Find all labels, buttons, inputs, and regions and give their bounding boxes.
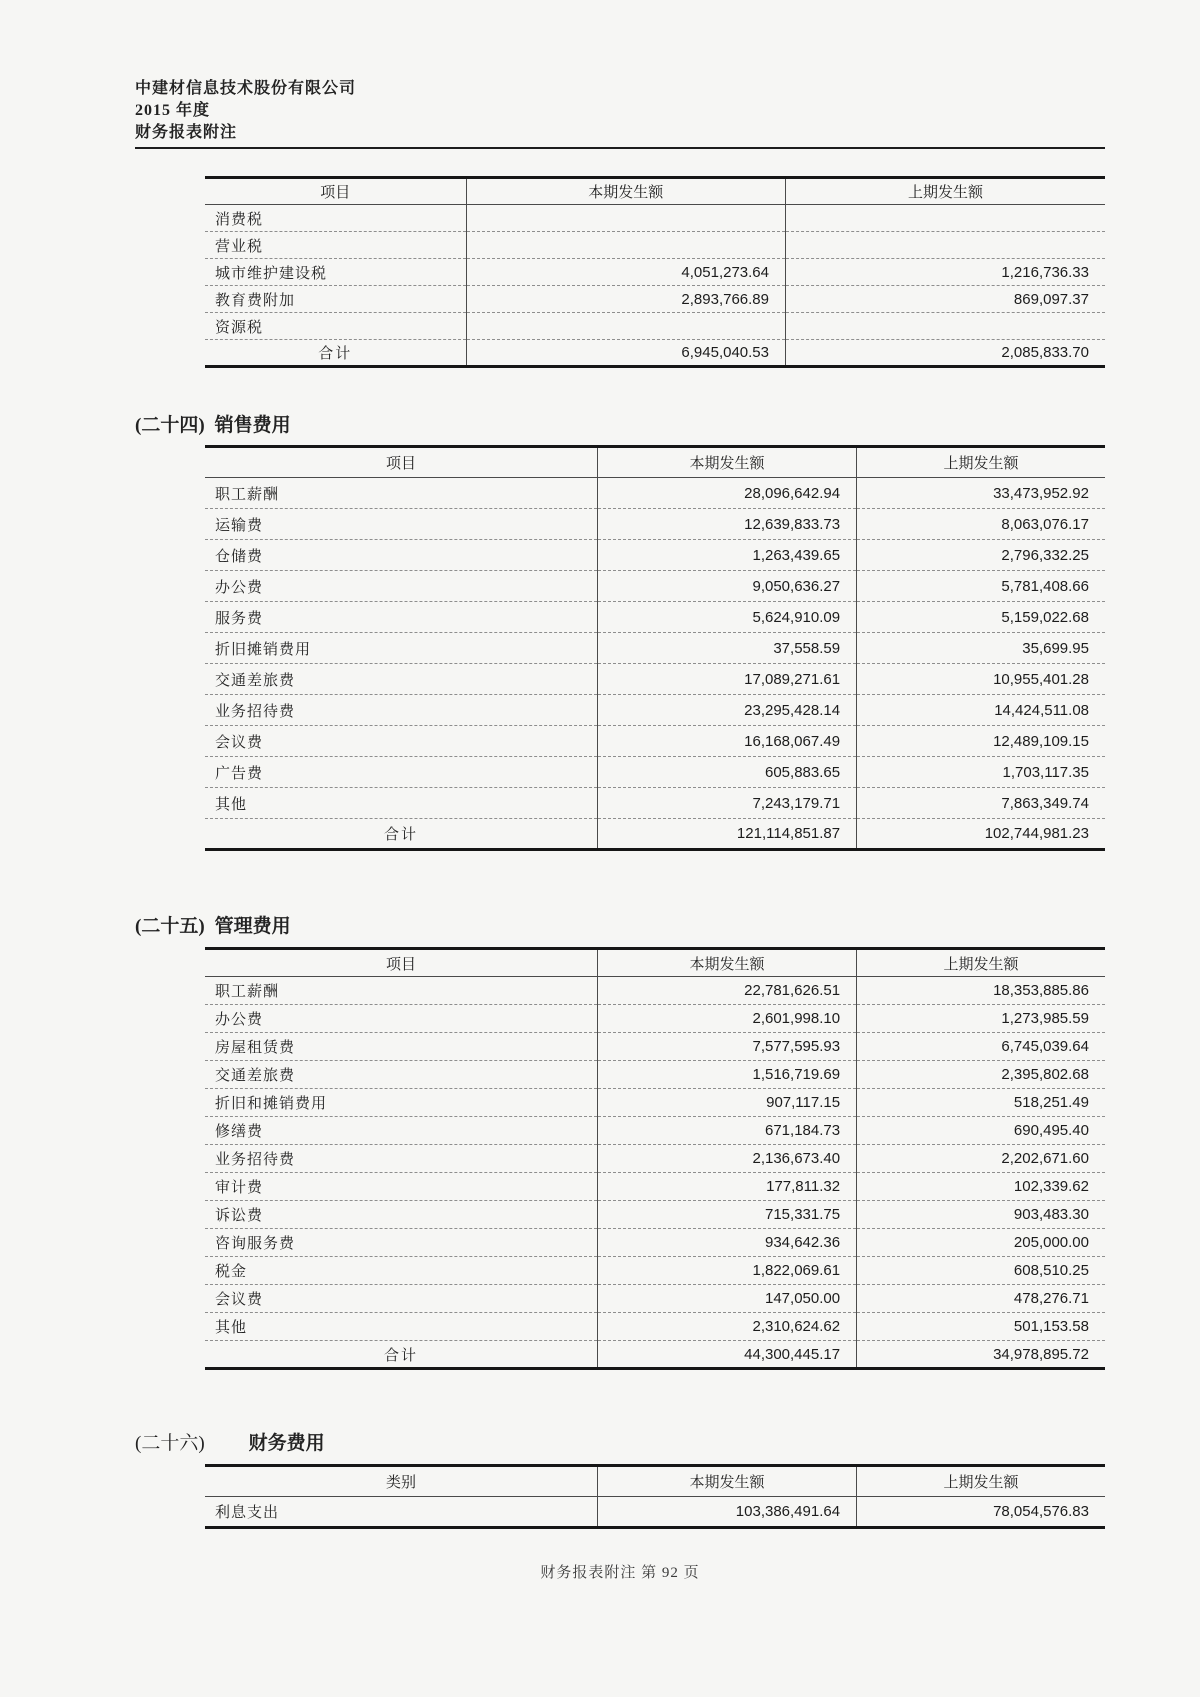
prior-amount-cell: 903,483.30 bbox=[857, 1201, 1105, 1229]
item-cell: 税金 bbox=[205, 1257, 597, 1285]
current-amount-cell bbox=[466, 313, 786, 340]
prior-amount-cell: 205,000.00 bbox=[857, 1229, 1105, 1257]
table-row bbox=[205, 1033, 1105, 1061]
current-amount-cell: 7,243,179.71 bbox=[597, 788, 856, 819]
section-heading-finance bbox=[135, 1432, 1105, 1456]
current-amount-cell: 2,310,624.62 bbox=[597, 1313, 856, 1341]
prior-amount-cell: 33,473,952.92 bbox=[857, 478, 1105, 509]
item-cell: 职工薪酬 bbox=[215, 984, 280, 1000]
prior-amount-cell: 1,703,117.35 bbox=[857, 757, 1105, 788]
prior-amount-cell: 12,489,109.15 bbox=[857, 726, 1105, 757]
current-amount-cell: 5,624,910.09 bbox=[597, 602, 856, 633]
item-cell: 营业税 bbox=[205, 232, 466, 259]
page-footer: 财务报表附注 第 92 页 bbox=[540, 1565, 700, 1581]
table-row bbox=[205, 633, 1105, 664]
column-header: 上期发生额 bbox=[786, 178, 1106, 205]
table-row bbox=[205, 232, 1105, 259]
table-row bbox=[205, 286, 1105, 313]
table-row bbox=[205, 664, 1105, 695]
item-cell: 职工薪酬 bbox=[215, 486, 280, 503]
taxes-table bbox=[205, 176, 1105, 368]
item-cell: 房屋租赁费 bbox=[205, 1033, 597, 1061]
current-amount-cell: 4,051,273.64 bbox=[466, 259, 786, 286]
item-cell: 资源税 bbox=[205, 313, 466, 340]
prior-amount-cell: 14,424,511.08 bbox=[857, 695, 1105, 726]
table-row bbox=[205, 1173, 1105, 1201]
prior-amount-cell: 6,745,039.64 bbox=[857, 1033, 1105, 1061]
table-row bbox=[205, 1285, 1105, 1313]
total-row bbox=[205, 819, 1105, 850]
prior-amount-cell: 5,781,408.66 bbox=[857, 571, 1105, 602]
section-number: (二十五) bbox=[135, 916, 205, 937]
current-amount-cell: 23,295,428.14 bbox=[597, 695, 856, 726]
prior-amount-cell: 35,699.95 bbox=[857, 633, 1105, 664]
current-amount-cell: 121,114,851.87 bbox=[597, 819, 856, 850]
current-amount-cell: 6,945,040.53 bbox=[466, 340, 786, 367]
table-row bbox=[205, 478, 1105, 509]
column-header: 项目 bbox=[205, 949, 597, 977]
finance-expenses-table-grid bbox=[205, 1464, 1105, 1529]
prior-amount-cell bbox=[786, 313, 1106, 340]
item-cell: 会议费 bbox=[205, 726, 597, 757]
column-header: 本期发生额 bbox=[597, 949, 856, 977]
admin-expenses-table bbox=[205, 947, 1105, 1370]
doc-title: 财务报表附注 bbox=[135, 124, 238, 141]
prior-amount-cell: 501,153.58 bbox=[857, 1313, 1105, 1341]
selling-expenses-table-grid bbox=[205, 445, 1105, 851]
current-amount-cell: 2,601,998.10 bbox=[597, 1005, 856, 1033]
current-amount-cell: 9,050,636.27 bbox=[597, 571, 856, 602]
current-amount-cell: 1,263,439.65 bbox=[597, 540, 856, 571]
table-row bbox=[205, 602, 1105, 633]
table-row bbox=[205, 1061, 1105, 1089]
prior-amount-cell: 690,495.40 bbox=[857, 1117, 1105, 1145]
item-cell: 会议费 bbox=[205, 1285, 597, 1313]
section-title: 管理费用 bbox=[214, 916, 291, 937]
item-cell: 其他 bbox=[205, 788, 597, 819]
column-header: 本期发生额 bbox=[597, 447, 856, 478]
prior-amount-cell: 1,273,985.59 bbox=[857, 1005, 1105, 1033]
page-header bbox=[135, 78, 1105, 144]
item-cell: 交通差旅费 bbox=[205, 664, 597, 695]
item-cell: 诉讼费 bbox=[205, 1201, 597, 1229]
finance-expenses-table bbox=[205, 1464, 1105, 1529]
current-amount-cell: 934,642.36 bbox=[597, 1229, 856, 1257]
column-header: 类别 bbox=[205, 1466, 597, 1497]
item-cell: 办公费 bbox=[205, 1005, 597, 1033]
header-row bbox=[205, 1466, 1105, 1497]
prior-amount-cell: 2,202,671.60 bbox=[857, 1145, 1105, 1173]
item-cell: 运输费 bbox=[205, 509, 597, 540]
company-name: 中建材信息技术股份有限公司 bbox=[135, 80, 357, 97]
current-amount-cell: 44,300,445.17 bbox=[597, 1341, 856, 1369]
prior-amount-cell: 102,339.62 bbox=[857, 1173, 1105, 1201]
item-cell: 审计费 bbox=[205, 1173, 597, 1201]
column-header: 本期发生额 bbox=[466, 178, 786, 205]
table-row bbox=[205, 1117, 1105, 1145]
current-amount-cell: 147,050.00 bbox=[597, 1285, 856, 1313]
prior-amount-cell: 1,216,736.33 bbox=[786, 259, 1106, 286]
column-header: 本期发生额 bbox=[597, 1466, 856, 1497]
current-amount-cell: 605,883.65 bbox=[597, 757, 856, 788]
section-number: (二十六) bbox=[135, 1433, 205, 1454]
item-cell: 消费税 bbox=[215, 211, 264, 228]
prior-amount-cell: 34,978,895.72 bbox=[857, 1341, 1105, 1369]
column-header: 项目 bbox=[205, 178, 466, 205]
prior-amount-cell: 478,276.71 bbox=[857, 1285, 1105, 1313]
table-row bbox=[205, 1145, 1105, 1173]
item-cell: 利息支出 bbox=[215, 1505, 280, 1521]
prior-amount-cell: 869,097.37 bbox=[786, 286, 1106, 313]
table-row bbox=[205, 1257, 1105, 1285]
prior-amount-cell: 7,863,349.74 bbox=[857, 788, 1105, 819]
current-amount-cell: 907,117.15 bbox=[597, 1089, 856, 1117]
table-row bbox=[205, 509, 1105, 540]
current-amount-cell: 12,639,833.73 bbox=[597, 509, 856, 540]
current-amount-cell: 1,516,719.69 bbox=[597, 1061, 856, 1089]
prior-amount-cell: 2,796,332.25 bbox=[857, 540, 1105, 571]
prior-amount-cell bbox=[786, 205, 1106, 232]
prior-amount-cell: 2,395,802.68 bbox=[857, 1061, 1105, 1089]
table-row bbox=[205, 1005, 1105, 1033]
item-cell: 广告费 bbox=[205, 757, 597, 788]
item-cell: 仓储费 bbox=[205, 540, 597, 571]
prior-amount-cell: 8,063,076.17 bbox=[857, 509, 1105, 540]
current-amount-cell: 1,822,069.61 bbox=[597, 1257, 856, 1285]
section-title: 销售费用 bbox=[214, 415, 291, 436]
section-heading-selling bbox=[135, 414, 1105, 438]
current-amount-cell bbox=[466, 232, 786, 259]
table-row bbox=[205, 695, 1105, 726]
header-row bbox=[205, 447, 1105, 478]
table-row bbox=[205, 726, 1105, 757]
prior-amount-cell: 102,744,981.23 bbox=[857, 819, 1105, 850]
prior-amount-cell: 2,085,833.70 bbox=[786, 340, 1106, 367]
total-row bbox=[205, 340, 1105, 367]
current-amount-cell: 2,136,673.40 bbox=[597, 1145, 856, 1173]
current-amount-cell: 22,781,626.51 bbox=[597, 977, 856, 1005]
header-row bbox=[205, 949, 1105, 977]
current-amount-cell: 16,168,067.49 bbox=[597, 726, 856, 757]
section-heading-admin bbox=[135, 915, 1105, 939]
table-row bbox=[205, 977, 1105, 1005]
selling-expenses-table bbox=[205, 445, 1105, 851]
current-amount-cell: 177,811.32 bbox=[597, 1173, 856, 1201]
fiscal-year: 2015 年度 bbox=[135, 102, 211, 119]
column-header: 上期发生额 bbox=[857, 447, 1105, 478]
table-row bbox=[205, 540, 1105, 571]
total-row bbox=[205, 1341, 1105, 1369]
prior-amount-cell: 608,510.25 bbox=[857, 1257, 1105, 1285]
section-number: (二十四) bbox=[135, 415, 205, 436]
section-title: 财务费用 bbox=[248, 1433, 325, 1454]
total-label-cell: 合计 bbox=[205, 1341, 597, 1369]
current-amount-cell: 103,386,491.64 bbox=[597, 1497, 856, 1528]
prior-amount-cell: 10,955,401.28 bbox=[857, 664, 1105, 695]
item-cell: 交通差旅费 bbox=[205, 1061, 597, 1089]
column-header: 上期发生额 bbox=[857, 1466, 1105, 1497]
total-label-cell: 合计 bbox=[205, 340, 466, 367]
table-row bbox=[205, 1089, 1105, 1117]
item-cell: 修缮费 bbox=[205, 1117, 597, 1145]
prior-amount-cell: 78,054,576.83 bbox=[857, 1497, 1105, 1528]
item-cell: 服务费 bbox=[205, 602, 597, 633]
current-amount-cell: 671,184.73 bbox=[597, 1117, 856, 1145]
prior-amount-cell: 18,353,885.86 bbox=[857, 977, 1105, 1005]
taxes-table-grid bbox=[205, 176, 1105, 368]
item-cell: 业务招待费 bbox=[205, 695, 597, 726]
table-row bbox=[205, 205, 1105, 232]
item-cell: 折旧和摊销费用 bbox=[205, 1089, 597, 1117]
current-amount-cell: 2,893,766.89 bbox=[466, 286, 786, 313]
current-amount-cell: 7,577,595.93 bbox=[597, 1033, 856, 1061]
column-header: 上期发生额 bbox=[857, 949, 1105, 977]
item-cell: 教育费附加 bbox=[205, 286, 466, 313]
prior-amount-cell: 5,159,022.68 bbox=[857, 602, 1105, 633]
header-row bbox=[205, 178, 1105, 205]
item-cell: 办公费 bbox=[205, 571, 597, 602]
current-amount-cell: 715,331.75 bbox=[597, 1201, 856, 1229]
prior-amount-cell: 518,251.49 bbox=[857, 1089, 1105, 1117]
table-row bbox=[205, 1313, 1105, 1341]
item-cell: 咨询服务费 bbox=[205, 1229, 597, 1257]
table-row bbox=[205, 259, 1105, 286]
table-row bbox=[205, 1201, 1105, 1229]
total-label-cell: 合计 bbox=[205, 819, 597, 850]
current-amount-cell: 28,096,642.94 bbox=[597, 478, 856, 509]
admin-expenses-table-grid bbox=[205, 947, 1105, 1370]
table-row bbox=[205, 788, 1105, 819]
header-rule bbox=[135, 147, 1105, 149]
table-row bbox=[205, 1497, 1105, 1528]
current-amount-cell: 37,558.59 bbox=[597, 633, 856, 664]
item-cell: 其他 bbox=[205, 1313, 597, 1341]
current-amount-cell: 17,089,271.61 bbox=[597, 664, 856, 695]
item-cell: 城市维护建设税 bbox=[205, 259, 466, 286]
current-amount-cell bbox=[466, 205, 786, 232]
prior-amount-cell bbox=[786, 232, 1106, 259]
column-header: 项目 bbox=[205, 447, 597, 478]
item-cell: 业务招待费 bbox=[205, 1145, 597, 1173]
table-row bbox=[205, 1229, 1105, 1257]
table-row bbox=[205, 757, 1105, 788]
table-row bbox=[205, 571, 1105, 602]
item-cell: 折旧摊销费用 bbox=[205, 633, 597, 664]
table-row bbox=[205, 313, 1105, 340]
